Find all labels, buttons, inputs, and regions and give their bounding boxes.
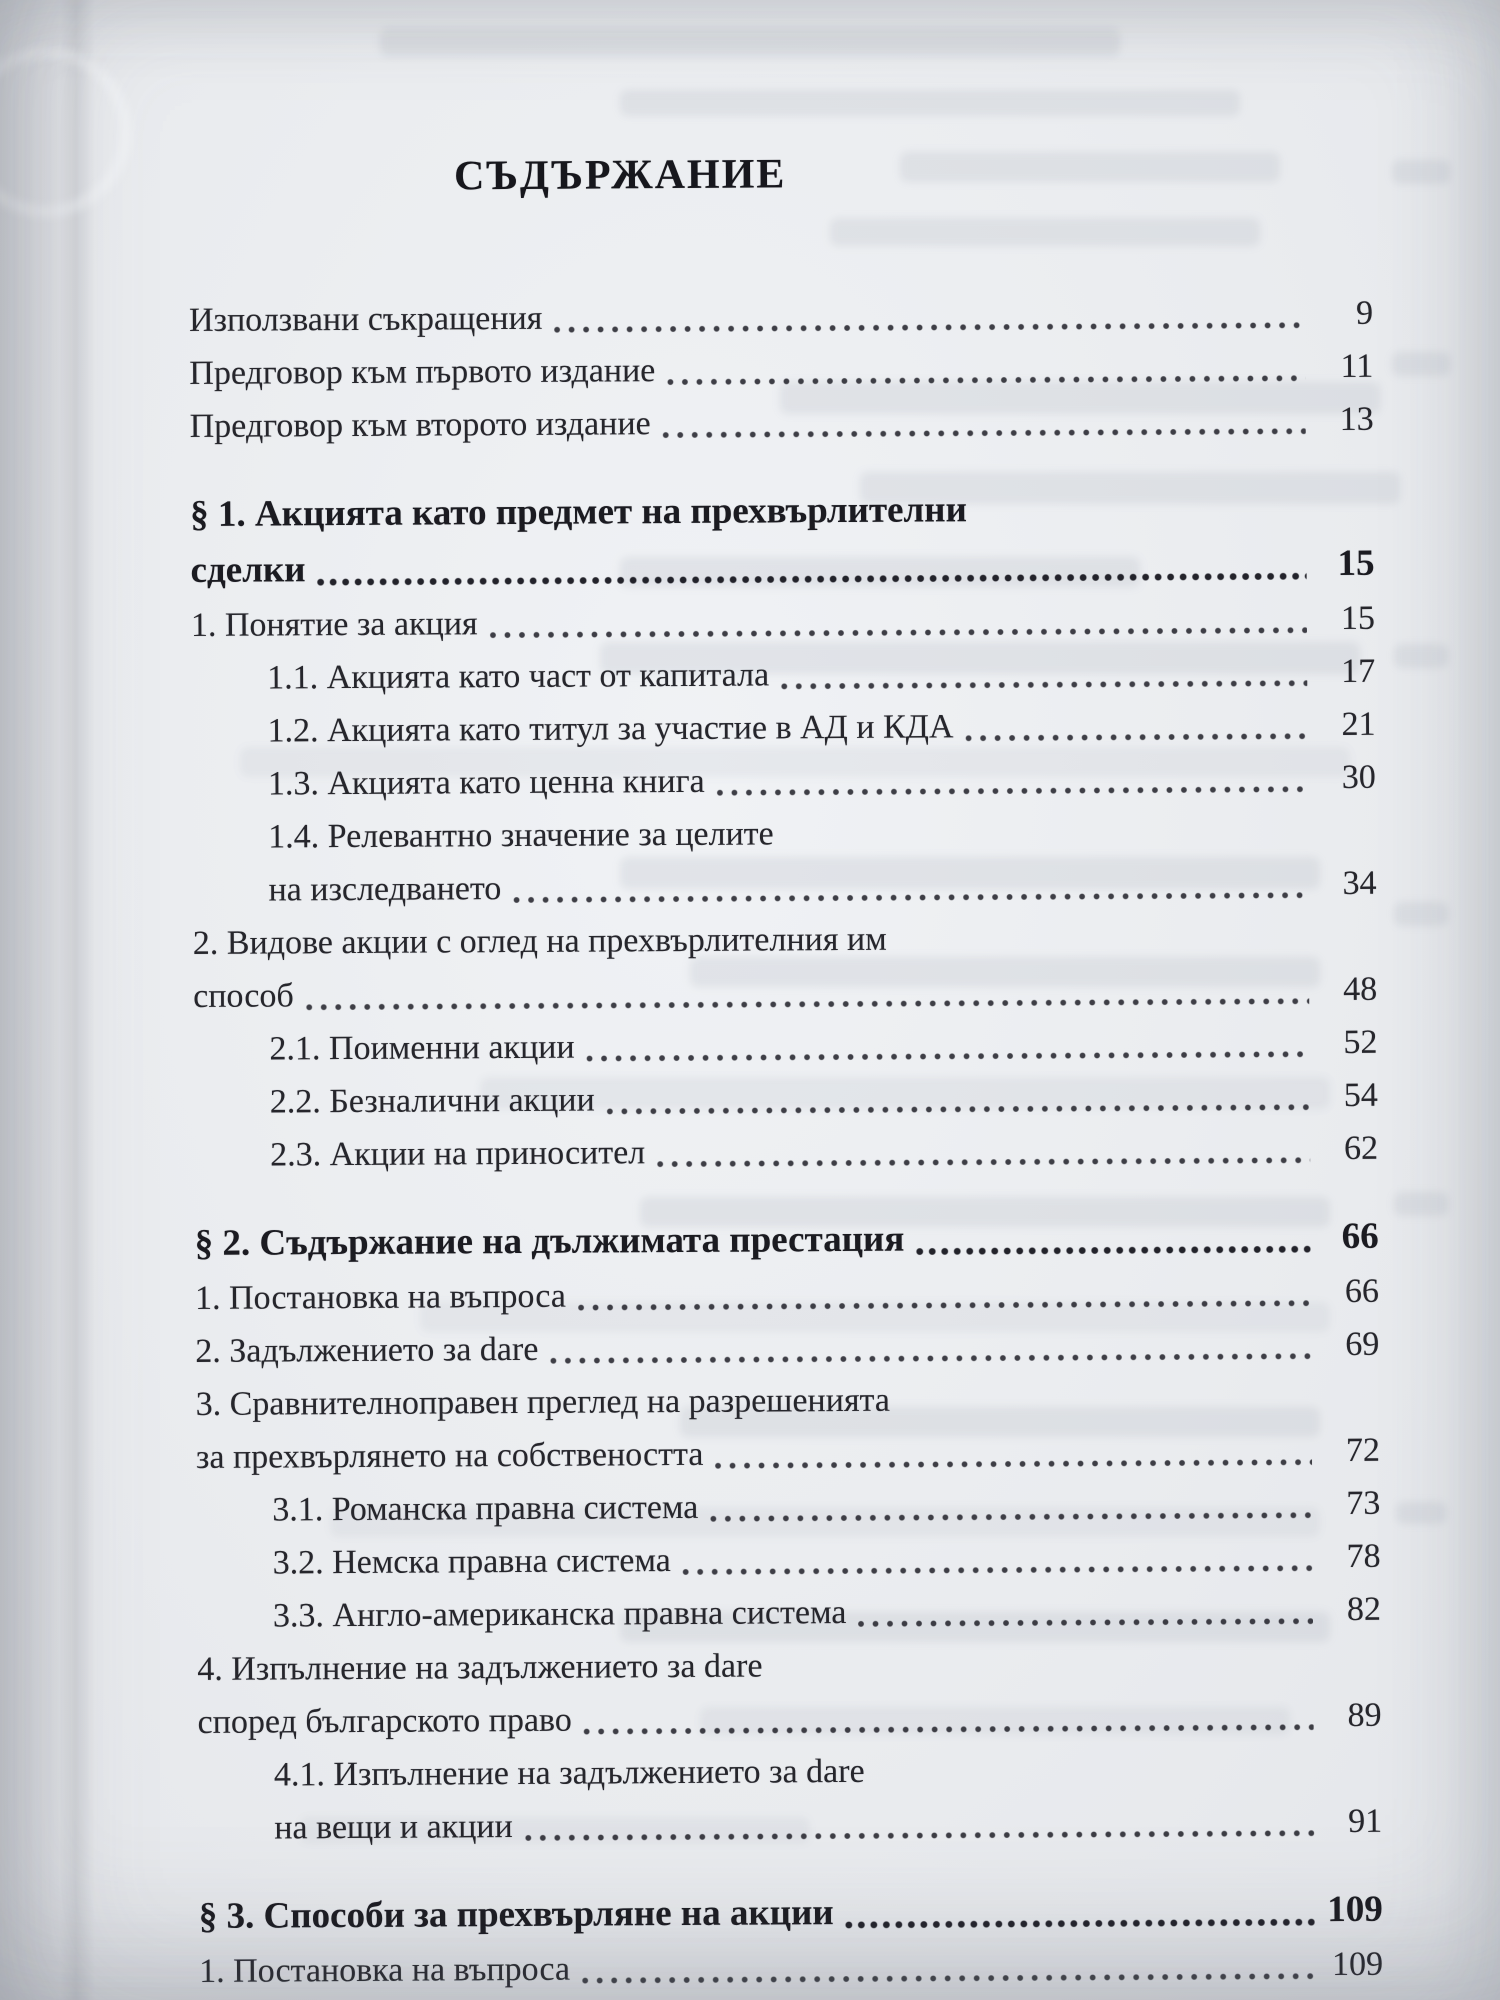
toc-entry-text: 1. Постановка на въпроса — [194, 1277, 567, 1317]
toc-entry — [190, 480, 1375, 599]
toc-entry-page: 72 — [1345, 1431, 1381, 1469]
toc-entry-page: 15 — [1340, 599, 1375, 637]
toc-entry — [196, 1371, 1381, 1484]
toc-entry-page: 30 — [1341, 758, 1376, 796]
toc-entry — [193, 910, 1378, 1023]
toc-entry-page: 69 — [1345, 1325, 1380, 1363]
toc-entry-text: за прехвърлянето на собствеността — [195, 1435, 704, 1476]
toc-entry-page: 9 — [1355, 294, 1374, 332]
toc-entry — [197, 1583, 1381, 1643]
toc-entry-page: 48 — [1343, 970, 1378, 1008]
bleed-through-artifact — [1392, 160, 1450, 184]
dot-leader — [580, 1970, 1315, 1986]
dot-leader — [511, 889, 1308, 906]
toc-entry — [194, 1122, 1378, 1182]
toc-entry-text: способ — [193, 977, 294, 1015]
toc-entry-text: 3.2. Немска правна система — [272, 1542, 671, 1582]
dot-leader — [914, 1243, 1310, 1257]
dot-leader — [708, 1509, 1312, 1525]
dot-leader — [844, 1916, 1315, 1931]
toc-entry-page: 91 — [1348, 1802, 1383, 1840]
toc-entry-text: 4. Изпълнение на задължението за dare — [197, 1647, 763, 1688]
dot-leader — [661, 425, 1306, 441]
page-title: СЪДЪРЖАНИЕ — [453, 151, 787, 200]
dot-leader — [665, 372, 1305, 388]
toc-entry — [192, 804, 1377, 917]
toc-entry-page: 78 — [1346, 1537, 1381, 1575]
toc-entry-text: Предговор към първото издание — [189, 352, 656, 392]
toc-entry-text: 1.4. Релевантно значение за целите — [268, 815, 774, 856]
dot-leader — [488, 624, 1307, 641]
bleed-through-artifact — [620, 90, 1240, 116]
toc-entry-text: 1.3. Акцията като ценна книга — [267, 762, 705, 803]
toc-entry-page: 21 — [1341, 705, 1376, 743]
toc-entry-text: 2. Видове акции с оглед на прехвърлителния им — [192, 920, 887, 962]
toc-entry-text: сделки — [190, 549, 306, 591]
bleed-through-artifact — [1394, 644, 1448, 668]
toc-entry — [195, 1209, 1379, 1272]
toc-entry-page: 62 — [1344, 1129, 1379, 1167]
bleed-through-artifact — [1392, 352, 1450, 376]
toc-entry-page: 11 — [1340, 347, 1374, 385]
toc-entry — [196, 1477, 1380, 1537]
toc-entry — [191, 592, 1375, 652]
toc-entry — [196, 1530, 1380, 1590]
dot-leader — [681, 1562, 1313, 1578]
toc-entry — [191, 698, 1375, 758]
dot-leader — [856, 1615, 1313, 1630]
toc-list — [189, 287, 1383, 1998]
dot-leader — [548, 1350, 1311, 1367]
dot-leader — [552, 319, 1305, 336]
toc-entry-page: 54 — [1343, 1076, 1378, 1114]
toc-entry-text: § 3. Способи за прехвърляне на акции — [198, 1892, 834, 1937]
toc-entry — [195, 1318, 1379, 1378]
dot-leader — [304, 995, 1310, 1013]
dot-leader — [523, 1827, 1315, 1844]
toc-entry-text: 1. Понятие за акция — [190, 605, 478, 644]
dot-leader — [585, 1048, 1310, 1064]
toc-entry — [190, 393, 1374, 453]
toc-entry-text: § 1. Акцията като предмет на прехвърлителни — [190, 489, 968, 535]
toc-entry — [197, 1636, 1382, 1749]
toc-entry-page: 15 — [1337, 542, 1375, 584]
toc-entry-text: 2.2. Безналични акции — [269, 1081, 595, 1121]
toc-entry — [189, 340, 1373, 400]
toc-entry-page: 89 — [1347, 1696, 1382, 1734]
toc-entry-page: 82 — [1346, 1590, 1382, 1628]
bleed-through-artifact — [380, 28, 1120, 56]
dot-leader — [605, 1101, 1310, 1117]
toc-entry-text: 2. Задължението за dare — [195, 1330, 539, 1370]
toc-entry-text: 3. Сравнителноправен преглед на разрешенията — [195, 1381, 890, 1423]
toc-entry-text: 1. Постановка на въпроса — [199, 1950, 571, 1990]
toc-entry-text: на вещи и акции — [274, 1808, 513, 1847]
toc-entry-page: 66 — [1341, 1215, 1379, 1257]
toc-entry-text: според българското право — [197, 1701, 572, 1741]
toc-entry — [198, 1742, 1383, 1855]
bleed-through-artifact — [1394, 1192, 1448, 1216]
toc-entry-text: 1.1. Акцията като част от капитала — [267, 656, 770, 697]
toc-entry-text: 2.3. Акции на приносител — [270, 1134, 646, 1174]
toc-entry-page: 109 — [1327, 1888, 1383, 1931]
toc-entry — [199, 1938, 1383, 1998]
toc-entry — [193, 1016, 1377, 1076]
toc-entry — [192, 751, 1376, 811]
dot-leader — [316, 570, 1307, 588]
dot-leader — [655, 1154, 1310, 1170]
dot-leader — [713, 1456, 1312, 1472]
toc-entry-text: § 2. Съдържание на дължимата престация — [194, 1218, 905, 1264]
toc-entry-page: 66 — [1344, 1272, 1380, 1310]
toc-entry — [189, 287, 1373, 347]
toc-entry-page: 17 — [1341, 652, 1376, 690]
toc-entry-text: 3.1. Романска правна система — [272, 1488, 699, 1529]
toc-entry — [191, 645, 1375, 705]
toc-entry-page: 109 — [1331, 1945, 1384, 1984]
toc-entry-text: 1.2. Акцията като титул за участие в АД и КДА — [267, 708, 954, 750]
toc-entry-text: Предговор към второто издание — [189, 405, 651, 445]
table-of-contents — [188, 143, 1383, 1998]
bleed-through-artifact — [1394, 902, 1448, 926]
toc-entry-page: 52 — [1343, 1023, 1378, 1061]
dot-leader — [963, 730, 1307, 744]
dot-leader — [576, 1297, 1311, 1313]
toc-entry-text: на изследването — [268, 870, 502, 909]
toc-entry-text: 3.3. Англо-американска правна система — [272, 1594, 847, 1635]
toc-entry-page: 13 — [1339, 400, 1374, 438]
toc-entry-text: 4.1. Изпълнение на задължението за dare — [273, 1752, 865, 1794]
toc-entry-text: 2.1. Поименни акции — [269, 1028, 575, 1068]
toc-entry-page: 34 — [1342, 864, 1377, 902]
dot-leader — [582, 1721, 1314, 1737]
dot-leader — [779, 677, 1307, 692]
dot-leader — [715, 783, 1308, 799]
toc-entry — [195, 1265, 1379, 1325]
toc-entry — [199, 1882, 1383, 1945]
toc-entry-page: 73 — [1346, 1484, 1381, 1522]
toc-entry — [194, 1069, 1378, 1129]
bleed-through-artifact — [1396, 1502, 1446, 1524]
toc-entry-text: Използвани съкращения — [188, 299, 543, 339]
